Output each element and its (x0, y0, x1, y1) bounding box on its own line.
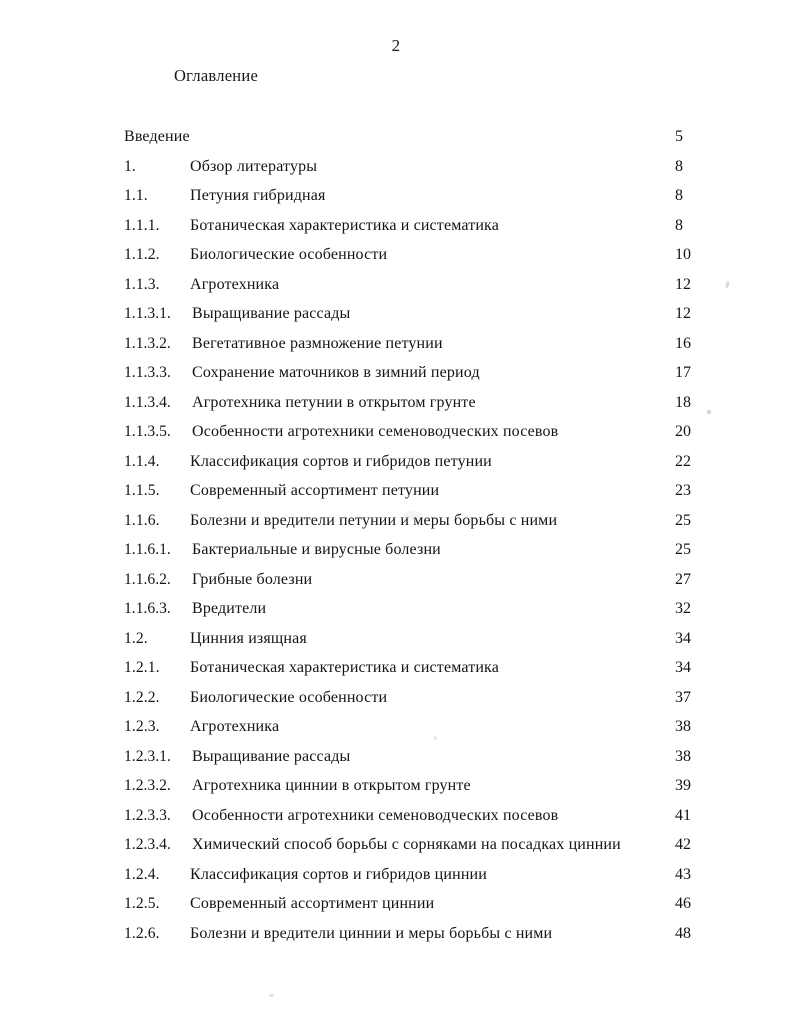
toc-entry[interactable] (124, 683, 700, 713)
toc-entry[interactable] (124, 653, 700, 683)
toc-entry-page: 16 (675, 334, 691, 352)
toc-entry-page: 17 (675, 364, 691, 381)
toc-entry[interactable] (124, 476, 700, 506)
toc-entry-page: 39 (675, 777, 691, 794)
toc-entry[interactable] (124, 270, 700, 300)
toc-entry-page: 18 (675, 393, 691, 411)
toc-entry[interactable] (124, 181, 700, 211)
toc-entry-page: 10 (675, 246, 691, 263)
toc-entry[interactable] (124, 535, 700, 565)
toc-entry-number: 1.1.4. (124, 452, 160, 470)
page-title: Оглавление (174, 66, 259, 85)
toc-entry-title: Агротехника (190, 718, 280, 735)
toc-entry-page: 12 (675, 275, 691, 293)
toc-entry-page: 5 (675, 128, 683, 145)
toc-entry-number: 1.1.1. (124, 216, 160, 234)
toc-entry-title: Классификация сортов и гибридов циннии (190, 865, 487, 883)
toc-entry-title: Выращивание рассады (192, 305, 351, 322)
toc-entry-page: 25 (675, 541, 691, 558)
toc-entry[interactable] (124, 152, 700, 182)
toc-entry-number: 1.1.3.1. (124, 305, 171, 322)
toc-entry-title: Особенности агротехники семеноводческих посевов (192, 423, 559, 440)
toc-entry[interactable] (124, 417, 700, 447)
page-number-folio: 2 (391, 36, 401, 55)
toc-entry-title: Агротехника петунии в открытом грунте (192, 393, 476, 411)
toc-entry-number: 1.1.3.3. (124, 364, 171, 381)
toc-entry-page: 41 (675, 806, 691, 824)
toc-entry-number: 1.2.3.2. (124, 777, 171, 794)
toc-entry-title: Сохранение маточников в зимний период (192, 364, 480, 381)
toc-entry-number: 1.2.6. (124, 924, 160, 942)
toc-entry-page: 12 (675, 305, 691, 322)
toc-entry-title: Агротехника циннии в открытом грунте (192, 777, 471, 794)
toc-entry-number: 1.1.6.1. (124, 541, 171, 558)
toc-entry-number: 1.2.3.4. (124, 836, 171, 853)
toc-entry-title: Современный ассортимент петунии (190, 482, 440, 499)
toc-entry-page: 20 (675, 423, 691, 440)
toc-entry[interactable] (124, 830, 700, 860)
toc-entry-number: 1.1.3. (124, 275, 160, 293)
toc-entry-title: Агротехника (190, 275, 280, 293)
toc-entry[interactable] (124, 594, 700, 624)
toc-entry-number: 1.1.6.3. (124, 600, 171, 617)
toc-entry-page: 38 (675, 747, 691, 765)
toc-entry[interactable] (124, 742, 700, 772)
toc-entry[interactable] (124, 889, 700, 919)
toc-entry-page: 27 (675, 570, 691, 588)
toc-entry[interactable] (124, 358, 700, 388)
scan-speck (269, 994, 274, 997)
toc-entry-title: Химический способ борьбы с сорняками на посадках циннии (192, 836, 621, 853)
toc-entry-title: Особенности агротехники семеноводческих посевов (192, 806, 559, 824)
toc-entry-title: Бактериальные и вирусные болезни (192, 541, 441, 558)
toc-entry-number: 1.1.3.2. (124, 334, 171, 352)
toc-entry-page: 25 (675, 511, 691, 529)
toc-entry-title: Вегетативное размножение петунии (192, 334, 443, 352)
toc-entry-title: Выращивание рассады (192, 747, 351, 765)
toc-entry[interactable] (124, 712, 700, 742)
toc-entry-number: 1.1.6. (124, 511, 160, 529)
toc-entry-number: 1.2.3.3. (124, 806, 171, 824)
toc-entry-title: Ботаническая характеристика и систематика (190, 659, 499, 676)
toc-entry-number: 1.2. (124, 629, 148, 647)
toc-entry-number: 1.2.2. (124, 688, 160, 706)
toc-entry[interactable] (124, 388, 700, 418)
toc-entry-title: Цинния изящная (190, 629, 307, 647)
toc-entry[interactable] (124, 860, 700, 890)
toc-entry-number: 1.1.5. (124, 482, 160, 499)
toc-entry-title: Введение (124, 128, 190, 145)
scan-speck (725, 281, 730, 289)
table-of-contents-list (124, 122, 700, 948)
toc-entry-page: 8 (675, 216, 683, 234)
toc-entry-title: Биологические особенности (190, 688, 388, 706)
toc-entry-title: Классификация сортов и гибридов петунии (190, 452, 492, 470)
toc-entry-title: Болезни и вредители циннии и меры борьбы с ними (190, 924, 553, 942)
toc-entry[interactable] (124, 240, 700, 270)
toc-entry-number: 1.2.5. (124, 895, 160, 912)
toc-entry-title: Болезни и вредители петунии и меры борьбы с ними (190, 511, 558, 529)
toc-entry-page: 34 (675, 629, 691, 647)
toc-entry-page: 42 (675, 836, 691, 853)
toc-entry[interactable] (124, 211, 700, 241)
toc-entry-page: 38 (675, 718, 691, 735)
toc-entry-page: 48 (675, 924, 691, 942)
toc-entry[interactable] (124, 299, 700, 329)
toc-entry-number: 1.2.3. (124, 718, 160, 735)
toc-entry-title: Вредители (192, 600, 267, 617)
toc-entry-number: 1.2.4. (124, 865, 160, 883)
toc-entry-page: 43 (675, 865, 691, 883)
toc-entry-page: 37 (675, 688, 691, 706)
toc-entry-number: 1.2.3.1. (124, 747, 171, 765)
toc-entry-page: 46 (675, 895, 691, 912)
toc-entry-page: 23 (675, 482, 691, 499)
toc-entry[interactable] (124, 122, 700, 152)
toc-entry-page: 22 (675, 452, 691, 470)
toc-entry-number: 1.1.6.2. (124, 570, 171, 588)
toc-entry[interactable] (124, 565, 700, 595)
toc-entry[interactable] (124, 801, 700, 831)
toc-entry[interactable] (124, 447, 700, 477)
toc-entry-number: 1.1.3.4. (124, 393, 171, 411)
toc-entry[interactable] (124, 329, 700, 359)
toc-entry-number: 1.2.1. (124, 659, 160, 676)
toc-entry-title: Обзор литературы (190, 157, 318, 175)
toc-entry[interactable] (124, 919, 700, 949)
toc-entry[interactable] (124, 771, 700, 801)
toc-entry-title: Ботаническая характеристика и систематика (190, 216, 499, 234)
toc-entry-title: Петуния гибридная (190, 187, 326, 204)
toc-entry-number: 1. (124, 157, 136, 175)
toc-entry-number: 1.1. (124, 187, 148, 204)
toc-entry-title: Грибные болезни (192, 570, 313, 588)
toc-entry-number: 1.1.2. (124, 246, 160, 263)
toc-entry-number: 1.1.3.5. (124, 423, 171, 440)
toc-entry[interactable] (124, 624, 700, 654)
toc-entry-page: 34 (675, 659, 691, 676)
toc-entry[interactable] (124, 506, 700, 536)
toc-entry-page: 8 (675, 157, 683, 175)
toc-entry-page: 8 (675, 187, 683, 204)
toc-entry-page: 32 (675, 600, 691, 617)
toc-entry-title: Биологические особенности (190, 246, 388, 263)
toc-entry-title: Современный ассортимент циннии (190, 895, 435, 912)
